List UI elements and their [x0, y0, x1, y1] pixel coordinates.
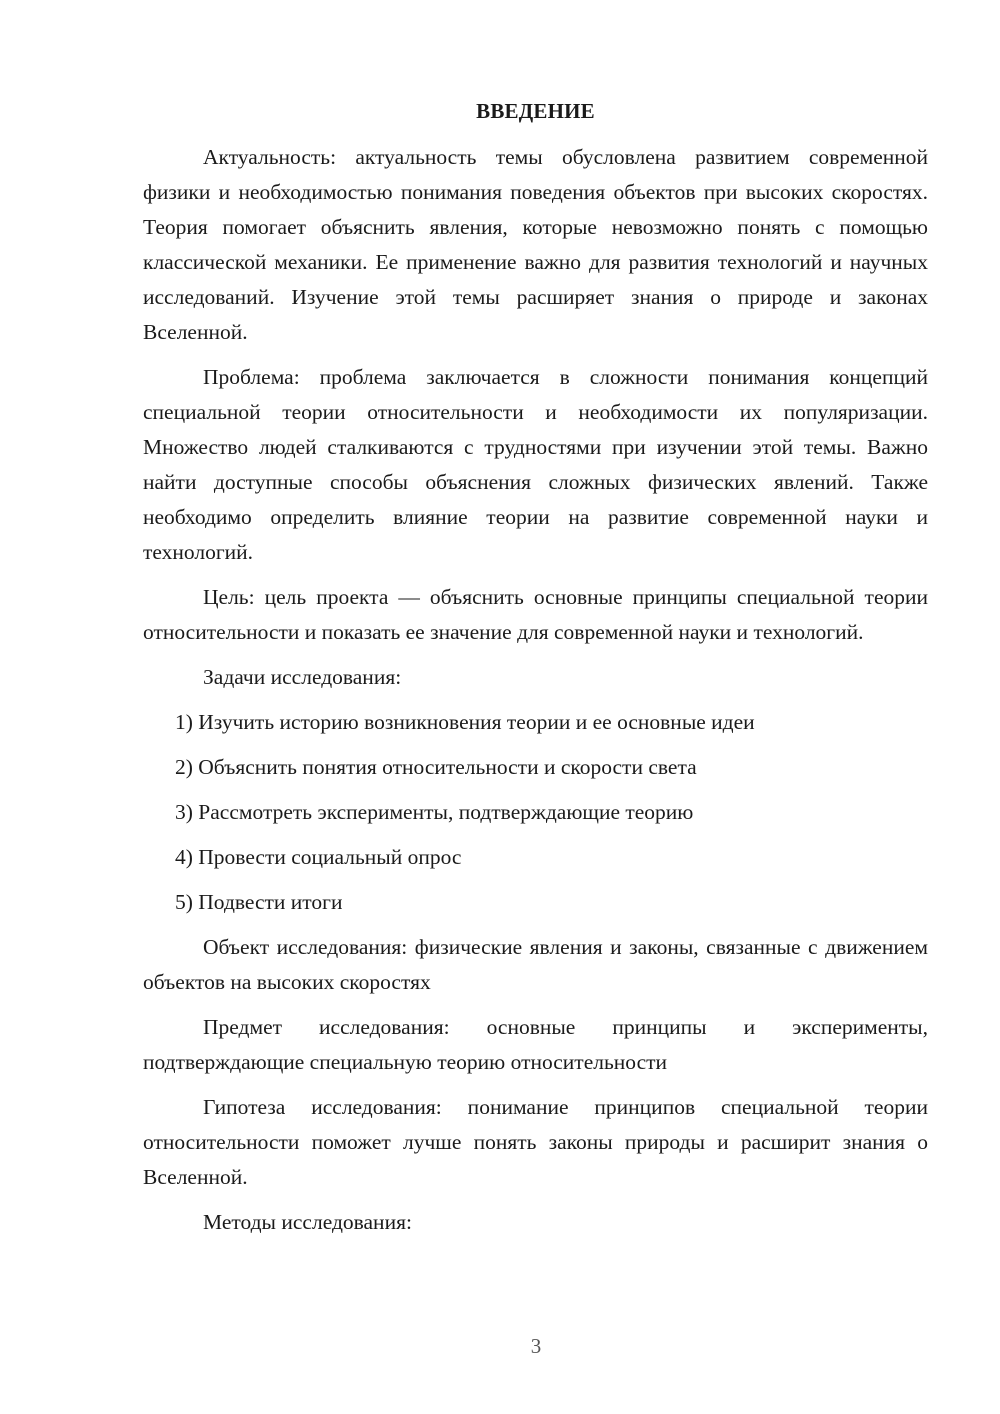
list-item: 1) Изучить историю возникновения теории и ее основные идеи: [175, 710, 755, 734]
object-paragraph: Объект исследования: физические явления и законы, связанные с движением объектов на высоких скоростях: [143, 935, 928, 994]
relevance-paragraph: Актуальность: актуальность темы обусловлена развитием современной физики и необходимостью понимания поведения объектов при высоких скоростях. Теория помогает объяснить явления, которые невозможно понять с помощью классической механики. Ее применение важно для развития технологий и научных исследований. Изучение этой темы расширяет знания о природе и законах Вселенной.: [143, 145, 928, 344]
hypothesis-paragraph: Гипотеза исследования: понимание принципов специальной теории относительности поможет лучше понять законы природы и расширит знания о Вселенной.: [143, 1095, 928, 1189]
page-number: 3: [530, 1334, 542, 1358]
problem-paragraph: Проблема: проблема заключается в сложности понимания концепций специальной теории относительности и необходимости их популяризации. Множество людей сталкиваются с трудностями при изучении этой темы. Важно найти доступные способы объяснения сложных физических явлений. Также необходимо определить влияние теории на развитие современной науки и технологий.: [143, 365, 928, 564]
list-item: 2) Объяснить понятия относительности и скорости света: [175, 755, 697, 779]
subject-paragraph: Предмет исследования: основные принципы и эксперименты, подтверждающие специальную теорию относительности: [143, 1015, 928, 1074]
list-item: 5) Подвести итоги: [175, 890, 343, 914]
tasks-list: [143, 705, 928, 920]
document-page: [143, 96, 928, 1250]
goal-paragraph: Цель: цель проекта — объяснить основные принципы специальной теории относительности и показать ее значение для современной науки и технологий.: [143, 585, 928, 644]
list-item: 3) Рассмотреть эксперименты, подтверждающие теорию: [175, 800, 694, 824]
section-heading: ВВЕДЕНИЕ: [476, 99, 595, 123]
list-item: 4) Провести социальный опрос: [175, 845, 462, 869]
tasks-label: Задачи исследования:: [203, 665, 402, 689]
methods-label: Методы исследования:: [203, 1210, 412, 1234]
